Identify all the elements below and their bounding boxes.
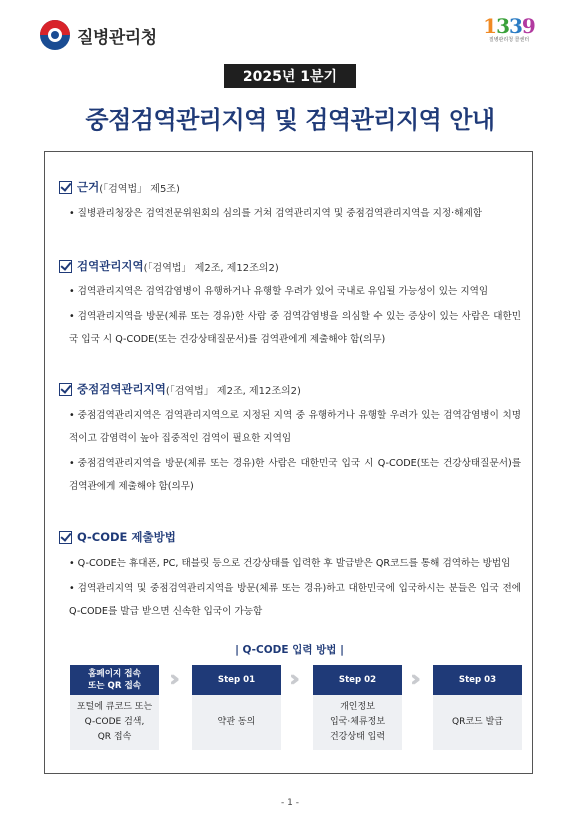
chevron-right-icon: ››› [169,667,173,692]
checkbox-icon [59,383,72,396]
section-qcode-title: Q-CODE 제출방법 [59,529,176,545]
section-priority-area-title: 중점검역관리지역 (「검역법」 제2조, 제12조의2) [59,381,301,397]
step-body: 포털에 큐코드 또는 Q-CODE 검색, QR 접속 [70,695,159,750]
step-head: Step 02 [313,665,402,695]
chevron-right-icon: ››› [289,667,293,692]
step-body: 개인정보 입국·체류정보 건강상태 입력 [313,695,402,750]
step-03 [433,665,522,750]
step-body: QR코드 발급 [433,695,522,750]
step-homepage [70,665,159,750]
list-item: • 질병관리청장은 검역전문위원회의 심의를 거쳐 검역관리지역 및 중점검역관리지역을 지정·해제함 [69,208,483,219]
hotline-logo [478,14,540,43]
content-box [44,151,533,774]
hotline-caption: 질병관리청 콜센터 [488,37,530,43]
list-item: • 중점검역관리지역은 검역관리지역으로 지정된 지역 중 유행하거나 유행할 우려가 있는 검역감염병이 치명적이고 감염력이 높아 집중적인 검역이 필요한 지역임 [69,410,521,444]
kdca-logo [40,20,157,50]
flow-title: | Q-CODE 입력 방법 | [235,644,344,656]
checkbox-icon [59,531,72,544]
section-basis-title: 근거 (「검역법」 제5조) [59,179,180,195]
checkbox-icon [59,181,72,194]
list-item: • 검역관리지역 및 중점검역관리지역을 방문(체류 또는 경유)하고 대한민국에 입국하시는 분들은 입국 전에 Q-CODE를 발급 받으면 신속한 입국이 가능함 [69,583,521,617]
step-head: Step 01 [192,665,281,695]
list-item: • 검역관리지역을 방문(체류 또는 경유)한 사람 중 검역감염병을 의심할 수 있는 증상이 있는 사람은 대한민국 입국 시 Q-CODE(또는 건강상태질문서)를 검역관에게 제출해야 함(의무) [69,311,521,345]
page-header [0,0,580,60]
page-title: 중점검역관리지역 및 검역관리지역 안내 [85,106,495,134]
checkbox-icon [59,260,72,273]
quarter-badge: 2025년 1분기 [224,64,356,88]
step-01 [192,665,281,750]
hotline-number: 1339 [483,14,535,38]
step-head: Step 03 [433,665,522,695]
chevron-right-icon: ››› [410,667,414,692]
step-body: 약관 동의 [192,695,281,750]
taegeuk-icon [40,20,70,50]
list-item: • 검역관리지역은 검역감염병이 유행하거나 유행할 우려가 있어 국내로 유입될 가능성이 있는 지역임 [69,286,489,297]
org-name: 질병관리청 [77,27,157,48]
step-head: 홈페이지 접속 또는 QR 접속 [70,665,159,695]
list-item: • Q-CODE는 휴대폰, PC, 태블릿 등으로 건강상태를 입력한 후 발급받은 QR코드를 통해 검역하는 방법임 [69,558,511,569]
page-number: - 1 - [281,798,299,808]
step-02 [313,665,402,750]
list-item: • 중점검역관리지역을 방문(체류 또는 경유)한 사람은 대한민국 입국 시 Q-CODE(또는 건강상태질문서)를 검역관에게 제출해야 함(의무) [69,458,521,492]
section-quarantine-area-title: 검역관리지역 (「검역법」 제2조, 제12조의2) [59,258,279,274]
